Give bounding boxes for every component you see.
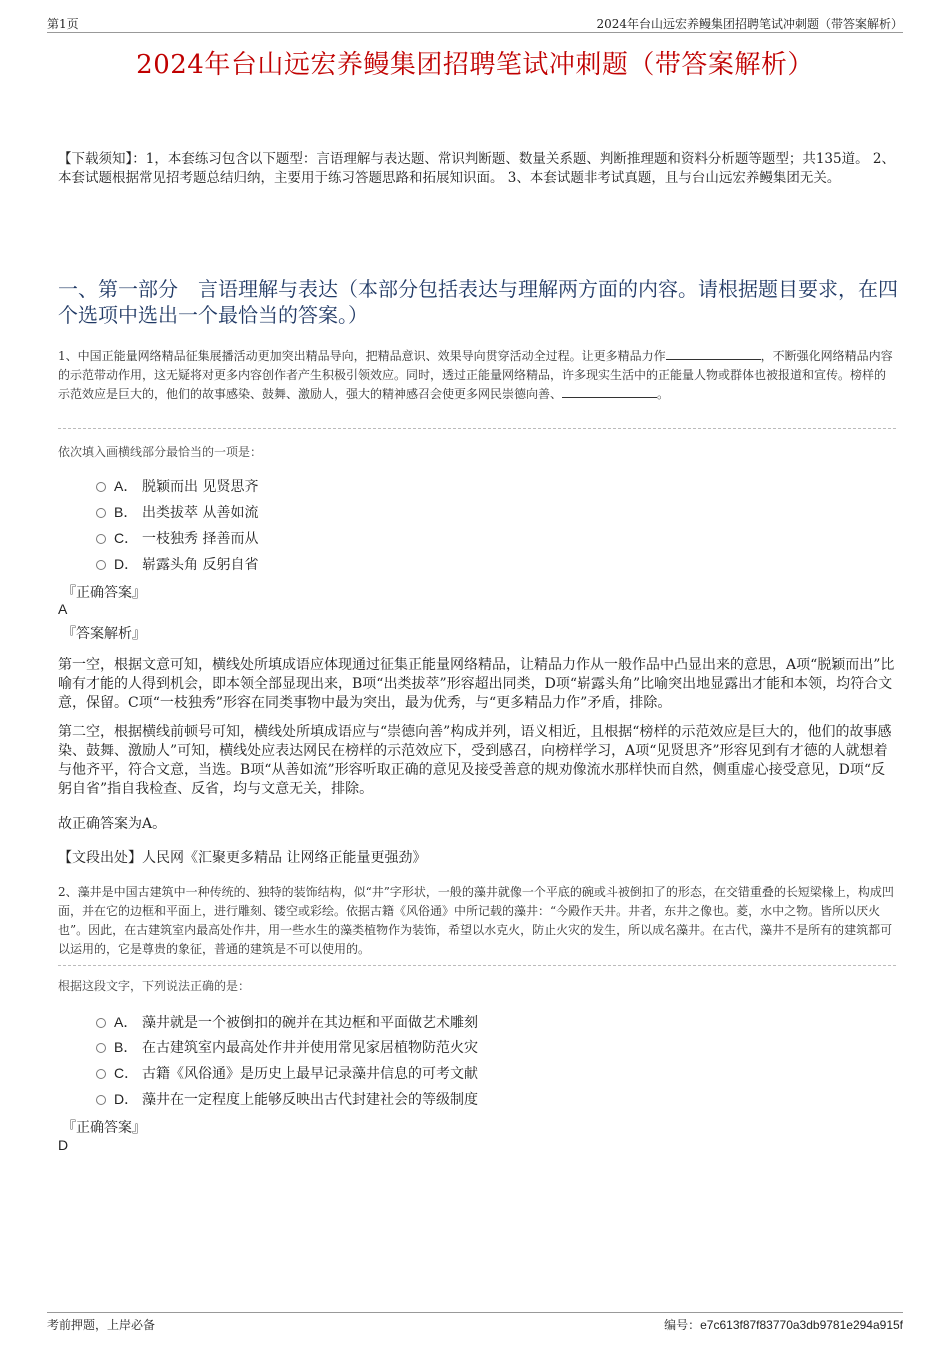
question-1-option-c[interactable]: C． 一枝独秀 择善而从 <box>96 527 258 549</box>
document-code: 编号：e7c613f87f83770a3db9781e294a915f <box>664 1318 903 1332</box>
analysis-paragraph-1: 第一空，根据文意可知，横线处所填成语应体现通过征集正能量网络精品，让精品力作从一般作品中凸显出来的意思，A项“脱颖而出”比喻有才能的人得到机会，即本领全部显现出来，B项“出类拔萃”形容超出同类，D项“崭露头角”比喻突出地显露出才能和本领，均符合文意，保留。C项“一枝独秀”形容在同类事物中最为突出，最为优秀，与“更多精品力作”矛盾，排除。 <box>58 657 895 711</box>
analysis-paragraph-2: 第二空，根据横线前顿号可知，横线处所填成语应与“崇德向善”构成并列，语义相近，且根据“榜样的示范效应是巨大的，他们的故事感染、鼓舞、激励人”可知，横线处应表达网民在榜样的示范效应下，受到感召，向榜样学习，A项“见贤思齐”形容见到有才德的人就想着与他齐平，符合文意，当选。B项“从善如流”形容听取正确的意见及接受善意的规劝像流水那样快而自然，侧重虚心接受意见，D项“反躬自省”指自我检查、反省，均与文意无关，排除。 <box>58 724 892 797</box>
question-1-option-d[interactable]: D． 崭露头角 反躬自省 <box>96 553 258 575</box>
question-1-option-a[interactable]: A． 脱颖而出 见贤思齐 <box>96 475 258 497</box>
footer-slogan: 考前押题，上岸必备 <box>47 1318 156 1332</box>
radio-icon[interactable] <box>96 1043 106 1053</box>
source-citation: 【文段出处】人民网《汇聚更多精品 让网络正能量更强劲》 <box>58 850 427 866</box>
radio-icon[interactable] <box>96 534 106 544</box>
radio-icon[interactable] <box>96 1069 106 1079</box>
blank-1 <box>666 347 761 360</box>
question-2-option-d[interactable]: D． 藻井在一定程度上能够反映出古代封建社会的等级制度 <box>96 1088 478 1110</box>
header-doc-title: 2024年台山远宏养鳗集团招聘笔试冲刺题（带答案解析） <box>596 17 903 31</box>
radio-icon[interactable] <box>96 508 106 518</box>
answer-value: D <box>58 1137 69 1153</box>
analysis-label: 『答案解析』 <box>62 626 146 642</box>
radio-icon[interactable] <box>96 1095 106 1105</box>
blank-2 <box>562 385 657 398</box>
radio-icon[interactable] <box>96 560 106 570</box>
divider <box>58 428 896 429</box>
radio-icon[interactable] <box>96 1018 106 1028</box>
answer-value: A <box>58 601 68 617</box>
download-notice: 【下载须知】：1，本套练习包含以下题型：言语理解与表达题、常识判断题、数量关系题、判断推理题和资料分析题等题型；共135道。 2、本套试题根据常见招考题总结归纳，主要用于练习答题思路和拓展知识面。 3、本套试题非考试真题，且与台山远宏养鳗集团无关。 <box>58 151 895 186</box>
question-2-option-a[interactable]: A． 藻井就是一个被倒扣的碗并在其边框和平面做艺术雕刻 <box>96 1011 478 1033</box>
page-number: 第1页 <box>47 17 79 31</box>
question-2-option-b[interactable]: B． 在古建筑室内最高处作井并使用常见家居植物防范火灾 <box>96 1036 478 1058</box>
question-1-stem: 1、中国正能量网络精品征集展播活动更加突出精品导向，把精品意识、效果导向贯穿活动全过程。让更多精品力作 ，不断强化网络精品内容的示范带动作用，这无疑将对更多内容创作者产生积极引领效应。同时，透过正能量网络精品，许多现实生活中的正能量人物或群体也被报道和宣传。榜样的示范效应是巨大的，他们的故事感染、鼓舞、激励人，强大的精神感召会使更多网民崇德向善、 。 <box>58 349 893 401</box>
answer-label: 『正确答案』 <box>62 585 146 601</box>
question-1-option-b[interactable]: B． 出类拔萃 从善如流 <box>96 501 258 523</box>
page-footer <box>47 1312 903 1332</box>
divider <box>58 965 896 966</box>
question-2-option-c[interactable]: C． 古籍《风俗通》是历史上最早记录藻井信息的可考文献 <box>96 1062 478 1084</box>
section-heading: 一、第一部分 言语理解与表达（本部分包括表达与理解两方面的内容。请根据题目要求，在四个选项中选出一个最恰当的答案。） <box>58 277 898 327</box>
question-1-prompt: 依次填入画横线部分最恰当的一项是： <box>58 445 263 459</box>
question-2-stem: 2、藻井是中国古建筑中一种传统的、独特的装饰结构，似“井”字形状，一般的藻井就像一个平底的碗或斗被倒扣了的形态，在交错重叠的长短梁椽上，构成凹面，并在它的边框和平面上，进行雕刻、镂空或彩绘。依据古籍《风俗通》中所记载的藻井：“今殿作天井。井者，东井之像也。菱，水中之物。皆所以厌火也”。因此，在古建筑室内最高处作井，用一些水生的藻类植物作为装饰，希望以水克火，防止火灾的发生，所以成名藻井。在古代，藻井不是所有的建筑都可以运用的，它是尊贵的象征，普通的建筑是不可以使用的。 <box>58 885 894 956</box>
radio-icon[interactable] <box>96 482 106 492</box>
answer-label: 『正确答案』 <box>62 1120 146 1136</box>
question-2-prompt: 根据这段文字，下列说法正确的是： <box>58 979 251 993</box>
analysis-conclusion: 故正确答案为A。 <box>58 816 167 832</box>
page-title: 2024年台山远宏养鳗集团招聘笔试冲刺题（带答案解析） <box>136 50 814 80</box>
page-header <box>47 12 903 33</box>
